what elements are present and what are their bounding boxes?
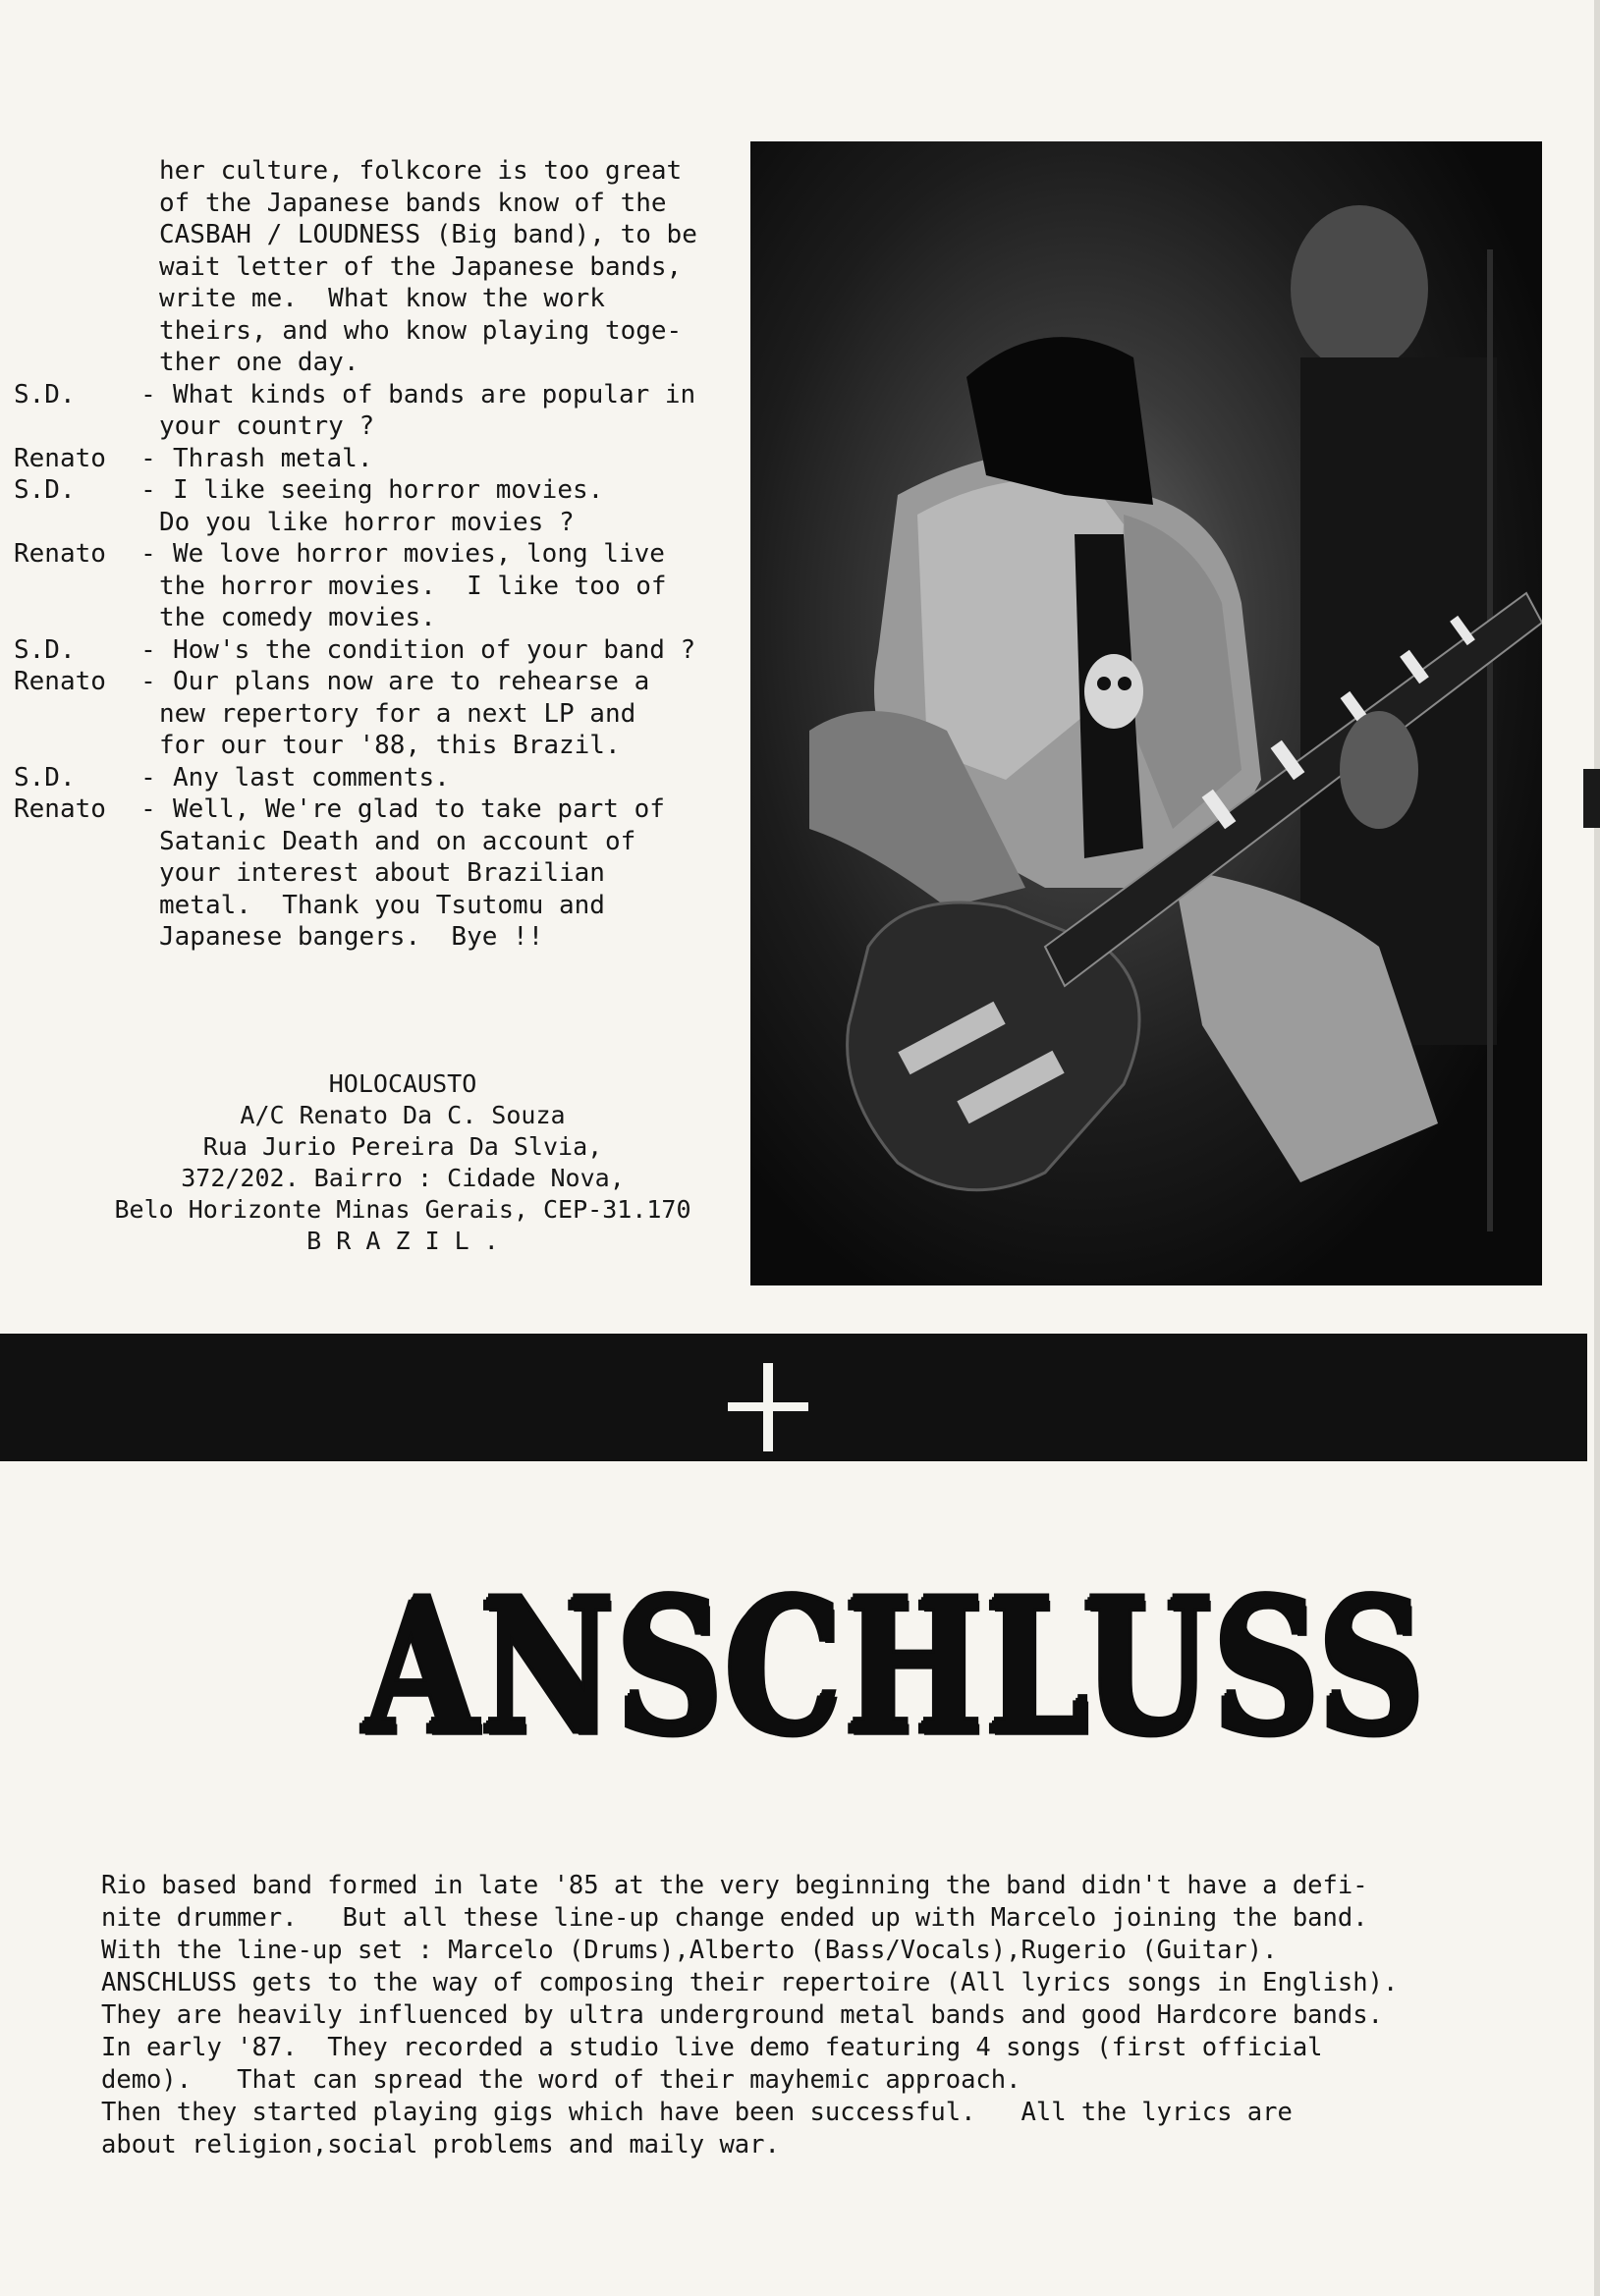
interview-text-line: Any last comments. xyxy=(173,762,450,793)
interview-text-line: CASBAH / LOUDNESS (Big band), to be xyxy=(159,220,697,249)
interview-text-line: theirs, and who know playing toge- xyxy=(159,315,683,346)
bio-line: They are heavily influenced by ultra underground metal bands and good Hardcore bands. xyxy=(101,2000,1383,2030)
interview-line xyxy=(14,219,741,251)
bio-line: Then they started playing gigs which have been successful. All the lyrics are xyxy=(101,2098,1293,2127)
indent xyxy=(14,219,159,251)
indent xyxy=(14,347,159,379)
indent xyxy=(14,410,159,443)
interview-line xyxy=(14,634,741,667)
speaker-label: Renato xyxy=(14,667,106,696)
speaker-label: S.D. xyxy=(14,762,76,793)
speaker-dash: - xyxy=(140,443,156,473)
interview-text-line: Japanese bangers. Bye !! xyxy=(159,922,544,952)
indent xyxy=(14,507,159,539)
interview-line xyxy=(14,730,741,762)
interview-line xyxy=(14,155,741,188)
speaker-dash: - xyxy=(140,634,156,665)
interview-text-line: Satanic Death and on account of xyxy=(159,826,636,856)
address-line: 372/202. Bairro : Cidade Nova, xyxy=(181,1164,625,1192)
cross-icon-bar xyxy=(728,1402,808,1411)
interview-line xyxy=(14,666,741,698)
band-biography xyxy=(101,1870,1535,2161)
indent xyxy=(14,571,159,603)
interview-line xyxy=(14,762,741,794)
address-line: Belo Horizonte Minas Gerais, CEP-31.170 xyxy=(114,1195,691,1224)
interview-line xyxy=(14,571,741,603)
interview-text-line: What kinds of bands are popular in xyxy=(173,379,696,410)
indent xyxy=(14,826,159,858)
bio-line: nite drummer. But all these line-up change ended up with Marcelo joining the band. xyxy=(101,1903,1368,1933)
interview-line xyxy=(14,474,741,507)
indent xyxy=(14,730,159,762)
band-photo xyxy=(750,141,1542,1285)
speaker-label: S.D. xyxy=(14,379,76,410)
page-edge xyxy=(1594,0,1600,2296)
interview-text-line: How's the condition of your band ? xyxy=(173,634,696,665)
interview-text-line: Do you like horror movies ? xyxy=(159,507,575,537)
interview-text-line: We love horror movies, long live xyxy=(173,539,665,569)
bio-line: about religion,social problems and maily war. xyxy=(101,2130,780,2159)
interview-line xyxy=(14,315,741,348)
interview-line xyxy=(14,379,741,411)
indent xyxy=(14,602,159,634)
interview-text-line: wait letter of the Japanese bands, xyxy=(159,251,683,282)
interview-line xyxy=(14,410,741,443)
interview-text-line: Well, We're glad to take part of xyxy=(173,794,665,824)
interview-text-line: I like seeing horror movies. xyxy=(173,475,604,505)
interview-text-line: Thrash metal. xyxy=(173,443,373,473)
interview-line xyxy=(14,793,741,826)
speaker-label: S.D. xyxy=(14,634,76,665)
interview-text-line: her culture, folkcore is too great xyxy=(159,156,683,186)
address-line: B R A Z I L . xyxy=(306,1227,499,1255)
speaker-label: Renato xyxy=(14,794,106,824)
bio-line: ANSCHLUSS gets to the way of composing their repertoire (All lyrics songs in English). xyxy=(101,1968,1399,1997)
indent xyxy=(14,857,159,890)
interview-text-line: new repertory for a next LP and xyxy=(159,698,636,729)
interview-text-line: write me. What know the work xyxy=(159,284,605,313)
indent xyxy=(14,698,159,731)
address-line: A/C Renato Da C. Souza xyxy=(240,1101,566,1129)
interview-text-line: ther one day. xyxy=(159,348,359,377)
indent xyxy=(14,251,159,284)
indent xyxy=(14,890,159,922)
interview-text-line: for our tour '88, this Brazil. xyxy=(159,731,621,760)
band-address xyxy=(39,1068,766,1257)
interview-text-line: metal. Thank you Tsutomu and xyxy=(159,890,605,920)
speaker-dash: - xyxy=(140,379,156,410)
speaker-dash: - xyxy=(140,762,156,793)
interview-line xyxy=(14,347,741,379)
anschluss-logo xyxy=(363,1552,1427,1787)
interview-text-line: the horror movies. I like too of xyxy=(159,571,667,601)
interview-line xyxy=(14,921,741,954)
interview-text-line: your country ? xyxy=(159,411,375,441)
bio-line: In early '87. They recorded a studio live demo featuring 4 songs (first official xyxy=(101,2033,1323,2062)
interview-text xyxy=(14,155,741,954)
interview-line xyxy=(14,826,741,858)
speaker-label: Renato xyxy=(14,539,106,569)
address-line: Rua Jurio Pereira Da Slvia, xyxy=(202,1132,603,1161)
interview-line xyxy=(14,602,741,634)
interview-text-line: the comedy movies. xyxy=(159,603,436,632)
indent xyxy=(14,188,159,220)
indent xyxy=(14,155,159,188)
interview-line xyxy=(14,507,741,539)
section-divider-bar xyxy=(0,1334,1587,1461)
speaker-dash: - xyxy=(140,794,156,824)
bio-line: With the line-up set : Marcelo (Drums),Alberto (Bass/Vocals),Rugerio (Guitar). xyxy=(101,1936,1278,1965)
speaker-label: S.D. xyxy=(14,475,76,505)
bio-line: Rio based band formed in late '85 at the very beginning the band didn't have a defi- xyxy=(101,1871,1368,1900)
speaker-dash: - xyxy=(140,539,156,569)
interview-line xyxy=(14,857,741,890)
interview-text-line: Our plans now are to rehearse a xyxy=(173,667,650,696)
speaker-dash: - xyxy=(140,475,156,505)
interview-line xyxy=(14,283,741,315)
indent xyxy=(14,921,159,954)
indent xyxy=(14,283,159,315)
interview-text-line: your interest about Brazilian xyxy=(159,858,605,888)
interview-line xyxy=(14,698,741,731)
logo-text: ANSCHLUSS xyxy=(363,1559,1427,1776)
interview-text-line: of the Japanese bands know of the xyxy=(159,188,667,218)
speaker-label: Renato xyxy=(14,443,106,473)
address-band-name: HOLOCAUSTO xyxy=(328,1069,477,1098)
interview-line xyxy=(14,188,741,220)
interview-line xyxy=(14,538,741,571)
speaker-dash: - xyxy=(140,667,156,696)
interview-line xyxy=(14,251,741,284)
indent xyxy=(14,315,159,348)
bio-line: demo). That can spread the word of their mayhemic approach. xyxy=(101,2065,1021,2095)
bassist-silhouette xyxy=(750,141,1542,1285)
side-tab-marker xyxy=(1583,769,1600,828)
interview-line xyxy=(14,443,741,475)
interview-line xyxy=(14,890,741,922)
